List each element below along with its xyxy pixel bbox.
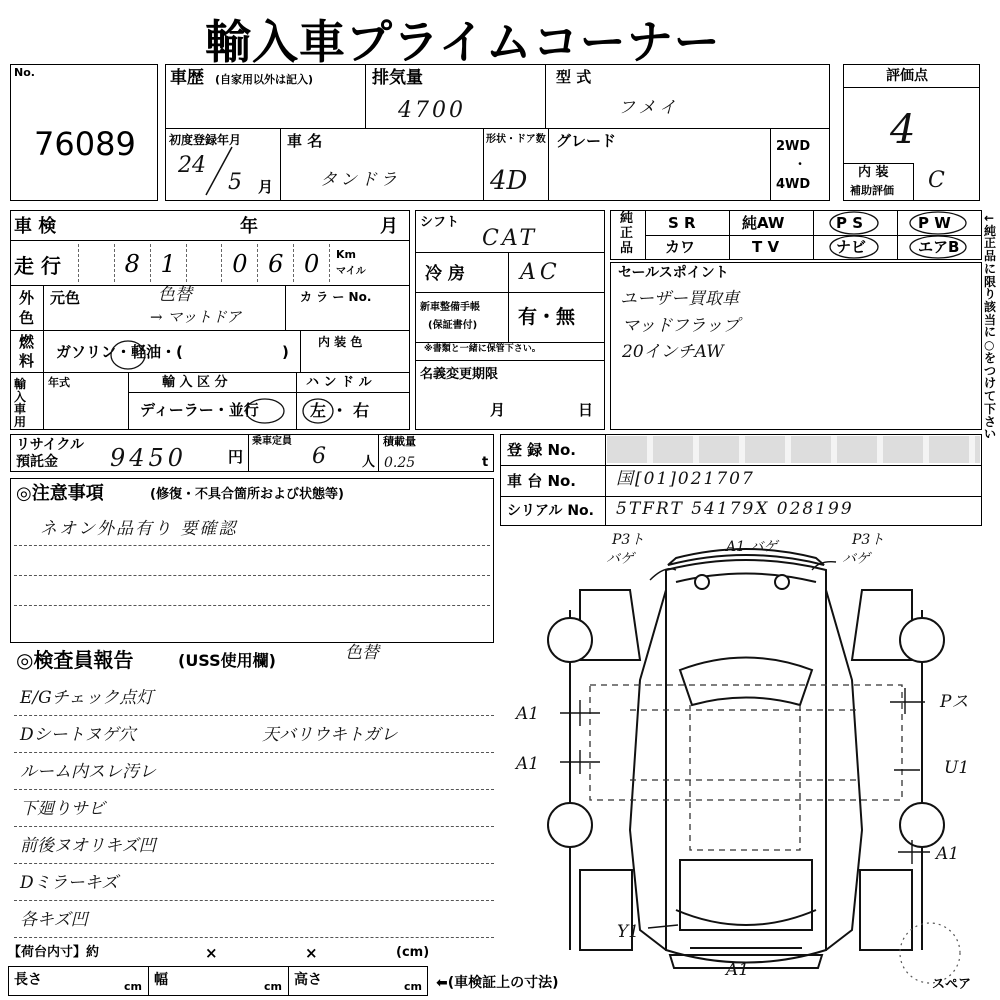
name-change-label: 名義変更期限 bbox=[420, 367, 499, 382]
body-doors-value: 4D bbox=[490, 166, 528, 196]
inspector-line: E/Gチェック点灯 bbox=[20, 688, 154, 708]
cargo-unit: (cm) bbox=[396, 945, 430, 960]
body-doors-label: 形状・ドア数 bbox=[486, 134, 546, 145]
inspector-line: 各キズ凹 bbox=[20, 910, 88, 930]
mileage-digit: 0 bbox=[293, 244, 330, 282]
ac-value: AC bbox=[520, 260, 561, 285]
diagram-note: Pス bbox=[940, 692, 969, 712]
first-reg-month: 5 bbox=[228, 170, 242, 195]
maintenance-label-2: (保証書付) bbox=[428, 320, 478, 331]
handle-value[interactable]: 左 ・ 右 bbox=[310, 401, 370, 420]
import-label: 輸入車用 bbox=[14, 377, 27, 429]
sales-point-label: セールスポイント bbox=[618, 265, 729, 281]
handle-label: ハ ン ド ル bbox=[306, 375, 372, 390]
lot-label: No. bbox=[14, 66, 35, 79]
genuine-tv[interactable]: T V bbox=[752, 238, 780, 256]
sales-point-line: マッドフラップ bbox=[622, 316, 740, 336]
score-value: 4 bbox=[890, 107, 916, 153]
diagram-note: U1 bbox=[944, 758, 970, 778]
original-color-label: 元色 bbox=[50, 289, 81, 307]
mileage-unit-km: Km bbox=[336, 248, 356, 261]
displacement-label: 排気量 bbox=[372, 68, 423, 88]
caution-sub: (修復・不具合箇所および状態等) bbox=[150, 487, 344, 502]
diagram-note: A1 bbox=[726, 960, 750, 980]
inspector-line: Dミラーキズ bbox=[20, 873, 119, 893]
mileage-digit: 0 bbox=[221, 244, 257, 282]
fuel-options[interactable]: ガソリン・軽油・( bbox=[56, 343, 183, 361]
recycle-unit: 円 bbox=[228, 448, 244, 466]
length-unit: cm bbox=[124, 980, 142, 993]
capacity-label: 乗車定員 bbox=[252, 436, 292, 447]
diagram-note: バゲ bbox=[606, 551, 634, 567]
ac-label: 冷 房 bbox=[425, 264, 465, 284]
width-unit: cm bbox=[264, 980, 282, 993]
first-reg-year: 24 bbox=[178, 153, 206, 178]
name-change-day: 日 bbox=[578, 401, 594, 419]
import-year-label: 年式 bbox=[48, 376, 70, 389]
inspector-label: ◎検査員報告 bbox=[16, 648, 134, 672]
diagram-note: P3ト bbox=[852, 532, 885, 548]
diagram-note: バゲ bbox=[842, 551, 870, 567]
inspector-line: ルーム内スレ汚レ bbox=[20, 762, 156, 782]
fuel-close: ) bbox=[282, 343, 289, 361]
sheet-title: 輸入車プライムコーナー bbox=[205, 15, 721, 69]
genuine-side-note: ←純正品に限り該当に○をつけて下さい bbox=[984, 211, 997, 442]
cargo-x2: × bbox=[305, 944, 318, 962]
mileage-digit: 6 bbox=[257, 244, 293, 282]
diagram-note: A1 bbox=[516, 704, 540, 724]
inspector-extra: 天バリウキトガレ bbox=[262, 725, 398, 745]
inspector-line: 前後ヌオリキズ凹 bbox=[20, 836, 156, 856]
history-note: (自家用以外は記入) bbox=[215, 73, 314, 86]
score-label: 評価点 bbox=[886, 68, 928, 84]
interior-score-value: C bbox=[928, 168, 945, 193]
genuine-label-2: 正 bbox=[620, 226, 634, 241]
load-value: 0.25 bbox=[384, 455, 416, 471]
genuine-navi[interactable]: ナビ bbox=[836, 238, 867, 256]
mileage-digit: 8 bbox=[114, 244, 150, 282]
height-unit: cm bbox=[404, 980, 422, 993]
load-label: 積載量 bbox=[383, 435, 416, 448]
maintenance-label-1: 新車整備手帳 bbox=[420, 302, 480, 313]
genuine-label-3: 品 bbox=[620, 241, 634, 256]
import-type-label: 輸 入 区 分 bbox=[162, 375, 228, 390]
recycle-label-1: リサイクル bbox=[16, 437, 85, 453]
inspector-line: Dシートヌゲ穴 bbox=[20, 725, 136, 745]
recycle-value: 9450 bbox=[110, 444, 188, 472]
name-change-month: 月 bbox=[490, 401, 506, 419]
genuine-pw[interactable]: P W bbox=[918, 214, 951, 232]
displacement-value: 4700 bbox=[398, 98, 466, 123]
mileage-label: 走 行 bbox=[14, 254, 61, 278]
car-name-label: 車 名 bbox=[287, 132, 323, 150]
diagram-note: A1 バゲ bbox=[726, 539, 778, 555]
inspection-month-unit: 月 bbox=[380, 216, 398, 237]
color-change-value: → マットドア bbox=[150, 308, 242, 326]
diagram-note: A1 bbox=[516, 754, 540, 774]
spare-label: スペア bbox=[932, 977, 972, 992]
caution-label: ◎注意事項 bbox=[16, 483, 104, 504]
fuel-label-2: 料 bbox=[19, 352, 35, 370]
interior-label-2: 補助評価 bbox=[850, 184, 894, 197]
exterior-label-1: 外 bbox=[19, 289, 35, 307]
genuine-leather[interactable]: カワ bbox=[665, 238, 696, 256]
inspector-sub: (USS使用欄) bbox=[178, 651, 276, 670]
mileage-digit bbox=[78, 244, 114, 282]
drive-2wd[interactable]: 2WD bbox=[776, 139, 811, 154]
first-reg-month-unit: 月 bbox=[258, 178, 274, 196]
drive-4wd[interactable]: 4WD bbox=[776, 177, 811, 192]
shift-value: CAT bbox=[482, 226, 538, 251]
model-label: 型 式 bbox=[556, 68, 592, 86]
maintenance-note: ※書類と一緒に保管下さい。 bbox=[424, 344, 541, 354]
mileage-digits bbox=[78, 244, 330, 282]
maintenance-value[interactable]: 有・無 bbox=[518, 306, 576, 328]
gasoline-circle bbox=[108, 338, 148, 372]
dimension-box bbox=[8, 966, 428, 996]
chassis-label: 車 台 No. bbox=[507, 472, 577, 490]
inspection-label: 車 検 bbox=[14, 216, 57, 237]
interior-color-label: 内 装 色 bbox=[318, 335, 363, 349]
genuine-label-1: 純 bbox=[620, 211, 634, 226]
import-type-value[interactable]: ディーラー・並行 bbox=[140, 401, 259, 419]
mileage-unit-mile: マイル bbox=[336, 266, 366, 277]
mileage-digit bbox=[186, 244, 222, 282]
first-reg-label: 初度登録年月 bbox=[169, 133, 242, 147]
shift-label: シフト bbox=[420, 215, 460, 230]
genuine-sr[interactable]: S R bbox=[668, 214, 696, 232]
registration-label: 登 録 No. bbox=[507, 441, 577, 459]
genuine-aw[interactable]: 純AW bbox=[742, 214, 785, 232]
length-label: 長さ bbox=[14, 972, 42, 988]
left-hand-circle bbox=[300, 396, 336, 426]
history-label: 車歴 bbox=[170, 68, 204, 88]
interior-label-1: 内 装 bbox=[858, 165, 889, 180]
vehicle-diagram bbox=[500, 530, 992, 998]
car-name-value: タンドラ bbox=[320, 170, 400, 190]
diagram-note: Y1 bbox=[617, 922, 640, 942]
serial-label: シリアル No. bbox=[507, 503, 594, 519]
sales-point-line: 20インチAW bbox=[622, 342, 724, 362]
load-unit: t bbox=[482, 455, 489, 470]
diagram-note: A1 bbox=[936, 844, 960, 864]
grade-label: グレード bbox=[556, 132, 617, 150]
genuine-airbag[interactable]: エアB bbox=[918, 238, 960, 256]
capacity-value: 6 bbox=[312, 444, 326, 469]
exterior-label-2: 色 bbox=[19, 309, 35, 327]
registration-masked bbox=[607, 436, 980, 463]
chassis-value: 国[01]021707 bbox=[616, 469, 755, 489]
sales-point-line: ユーザー買取車 bbox=[620, 289, 739, 309]
cargo-label: 【荷台内寸】約 bbox=[8, 945, 100, 960]
serial-value: 5TFRT 54179X 028199 bbox=[616, 499, 854, 519]
genuine-circles bbox=[826, 211, 982, 259]
inspector-hand: 色替 bbox=[345, 643, 379, 663]
recycle-label-2: 預託金 bbox=[16, 454, 58, 470]
color-change-hand: 色替 bbox=[158, 285, 192, 305]
model-value: フメイ bbox=[618, 98, 680, 118]
capacity-unit: 人 bbox=[362, 455, 376, 470]
dimension-note: ⬅(車検証上の寸法) bbox=[436, 975, 559, 991]
caution-text: ネオン外品有り 要確認 bbox=[40, 519, 238, 539]
width-label: 幅 bbox=[154, 972, 168, 988]
color-no-label: カ ラ ー No. bbox=[300, 290, 372, 304]
parallel-circle bbox=[244, 396, 286, 426]
mileage-digit: 1 bbox=[150, 244, 186, 282]
fuel-label-1: 燃 bbox=[19, 333, 35, 351]
diagram-note: P3ト bbox=[612, 532, 645, 548]
lot-number: 76089 bbox=[34, 125, 136, 163]
genuine-ps[interactable]: P S bbox=[836, 214, 864, 232]
inspector-line: 下廻りサビ bbox=[20, 799, 105, 819]
height-label: 高さ bbox=[294, 972, 322, 988]
inspection-year-unit: 年 bbox=[240, 216, 258, 237]
drive-dot: ・ bbox=[794, 157, 807, 171]
cargo-x1: × bbox=[205, 944, 218, 962]
